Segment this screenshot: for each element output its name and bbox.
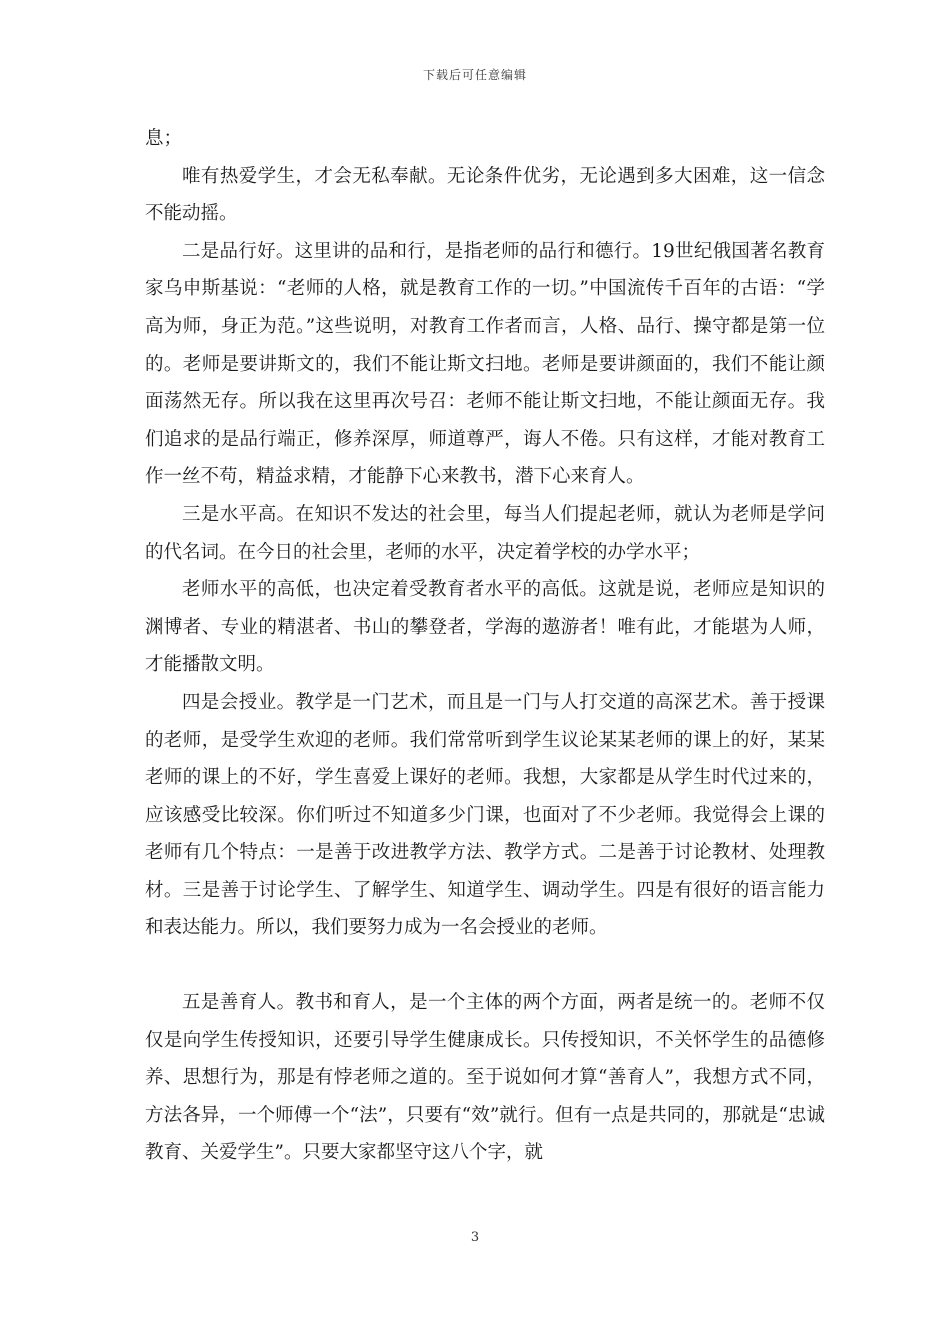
paragraph-educating-people: 五是善育人。教书和育人，是一个主体的两个方面，两者是统一的。老师不仅仅是向学生传授知识，还要引导学生健康成长。只传授知识，不关怀学生的品德修养、思想行为，那是有悖老师之道的。至于说如何才算“善育人”，我想方式不同，方法各异，一个师傅一个“法”，只要有“效”就行。但有一点是共同的，那就是“忠诚教育、关爱学生”。只要大家都坚守这八个字，就 bbox=[145, 992, 825, 1164]
document-body bbox=[145, 120, 825, 1172]
paragraph-continuation: 息； bbox=[145, 128, 183, 149]
paragraph-spacer bbox=[145, 947, 825, 984]
paragraph-good-conduct: 二是品行好。这里讲的品和行，是指老师的品行和德行。19世纪俄国著名教育家乌申斯基说：“老师的人格，就是教育工作的一切。”中国流传千百年的古语：“学高为师，身正为范。”这些说明，对教育工作者而言，人格、品行、操守都是第一位的。老师是要讲斯文的，我们不能让斯文扫地。老师是要讲颜面的，我们不能让颜面荡然无存。所以我在这里再次号召：老师不能让斯文扫地，不能让颜面无存。我们追求的是品行端正，修养深厚，师道尊严，诲人不倦。只有这样，才能对教育工作一丝不苟，精益求精，才能静下心来教书，潜下心来育人。 bbox=[145, 240, 825, 488]
paragraph-high-level: 三是水平高。在知识不发达的社会里，每当人们提起老师，就认为老师是学问的代名词。在今日的社会里，老师的水平，决定着学校的办学水平； bbox=[145, 503, 825, 563]
paragraph-level-impact: 老师水平的高低，也决定着受教育者水平的高低。这就是说，老师应是知识的渊博者、专业的精湛者、书山的攀登者，学海的遨游者！唯有此，才能堪为人师，才能播散文明。 bbox=[145, 579, 825, 676]
page-header: 下载后可任意编辑 bbox=[422, 68, 527, 82]
paragraph-love-students: 唯有热爱学生，才会无私奉献。无论条件优劣，无论遇到多大困难，这一信念不能动摇。 bbox=[145, 165, 825, 225]
paragraph-teaching-skill: 四是会授业。教学是一门艺术，而且是一门与人打交道的高深艺术。善于授课的老师，是受学生欢迎的老师。我们常常听到学生议论某某老师的课上的好，某某老师的课上的不好，学生喜爱上课好的老师。我想，大家都是从学生时代过来的，应该感受比较深。你们听过不知道多少门课，也面对了不少老师。我觉得会上课的老师有几个特点：一是善于改进教学方法、教学方式。二是善于讨论教材、处理教材。三是善于讨论学生、了解学生、知道学生、调动学生。四是有很好的语言能力和表达能力。所以，我们要努力成为一名会授业的老师。 bbox=[145, 691, 825, 939]
page-number: 3 bbox=[470, 1230, 480, 1245]
